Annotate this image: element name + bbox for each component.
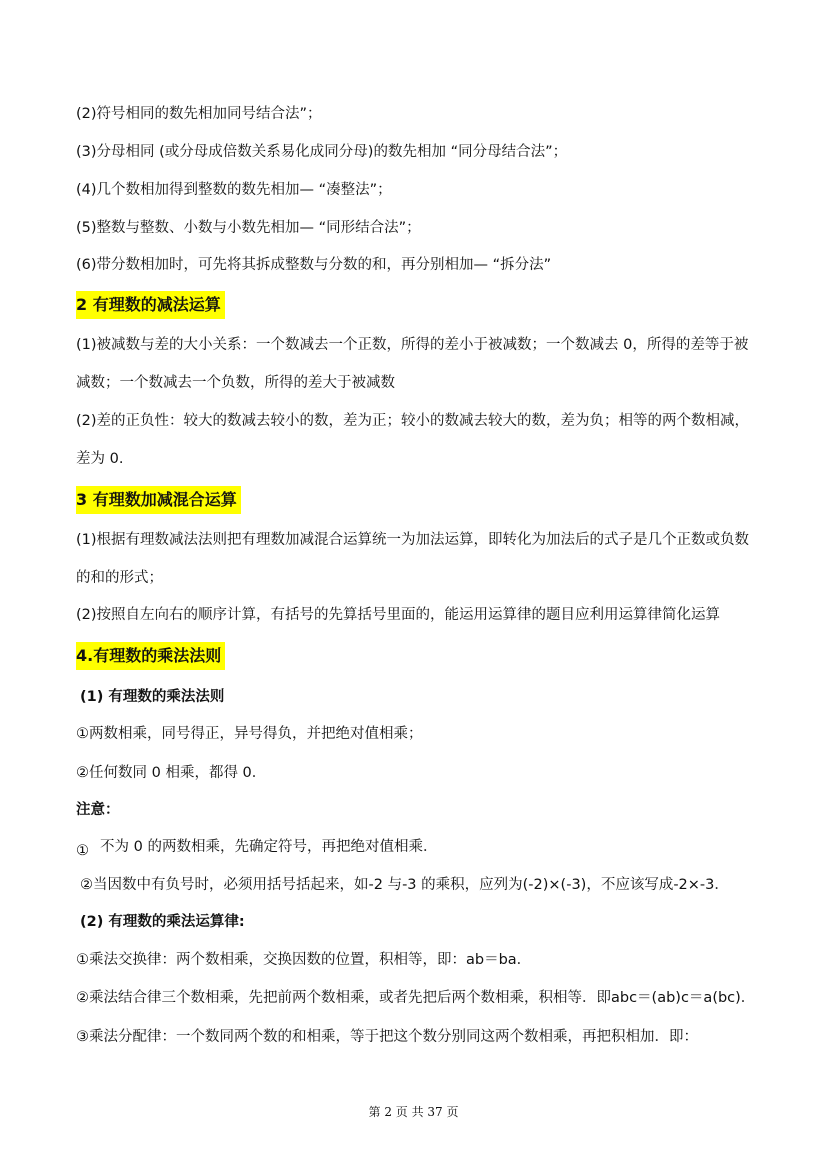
text-line: (5)整数与整数、小数与小数先相加— “同形结合法”； — [76, 220, 421, 236]
text-line: (4)几个数相加得到整数的数先相加— “凑整法”； — [76, 182, 392, 198]
text-line: (2)差的正负性：较大的数减去较小的数，差为正；较小的数减去较大的数，差为负；相等的两个数相减， — [76, 413, 750, 429]
text-line: ①两数相乘，同号得正，异号得负，并把绝对值相乘； — [76, 726, 423, 742]
text-line: (1)被减数与差的大小关系：一个数减去一个正数，所得的差小于被减数；一个数减去 0，所得的差等于被 — [76, 337, 749, 353]
text-line: (1)根据有理数减法法则把有理数加减混合运算统一为加法运算，即转化为加法后的式子是几个正数或负数 — [76, 532, 750, 548]
section-heading-mixed: 3 有理数加减混合运算 — [76, 486, 241, 514]
text-line: ②当因数中有负号时，必须用括号括起来，如-2 与-3 的乘积，应列为(-2)×(-3)，不应该写成-2×-3． — [80, 877, 729, 893]
text-line: 减数；一个数减去一个负数，所得的差大于被减数 — [76, 375, 395, 391]
text-line: ③乘法分配律：一个数同两个数的和相乘，等于把这个数分别同这两个数相乘，再把积相加．即： — [76, 1029, 698, 1045]
text-line: ②任何数同 0 相乘，都得 0． — [76, 765, 267, 781]
section-heading-multiplication: 4.有理数的乘法法则 — [76, 642, 225, 670]
subheading-multiplication-rule: (1) 有理数的乘法法则 — [80, 689, 225, 705]
text-line: ②乘法结合律三个数相乘，先把前两个数相乘，或者先把后两个数相乘，积相等．即abc＝(ab)c＝a(bc)． — [76, 990, 756, 1006]
text-line: (3)分母相同 (或分母成倍数关系易化成同分母)的数先相加 “同分母结合法”； — [76, 144, 568, 160]
text-line: (6)带分数相加时，可先将其拆成整数与分数的和，再分别相加— “拆分法” — [76, 257, 552, 273]
text-line: 不为 0 的两数相乘，先确定符号，再把绝对值相乘． — [100, 839, 438, 855]
note-marker: ① — [76, 843, 89, 859]
subheading-multiplication-laws: (2) 有理数的乘法运算律: — [80, 914, 245, 930]
section-heading-subtraction: 2 有理数的减法运算 — [76, 291, 225, 319]
note-label: 注意： — [76, 802, 120, 818]
text-line: (2)按照自左向右的顺序计算，有括号的先算括号里面的，能运用运算律的题目应利用运算律简化运算 — [76, 607, 721, 623]
text-line: ①乘法交换律：两个数相乘，交换因数的位置，积相等，即：ab＝ba． — [76, 952, 532, 968]
page-footer: 第 2 页 共 37 页 — [368, 1105, 459, 1119]
text-line: (2)符号相同的数先相加同号结合法”； — [76, 106, 322, 122]
text-line: 差为 0. — [76, 451, 124, 467]
text-line: 的和的形式； — [76, 570, 163, 586]
